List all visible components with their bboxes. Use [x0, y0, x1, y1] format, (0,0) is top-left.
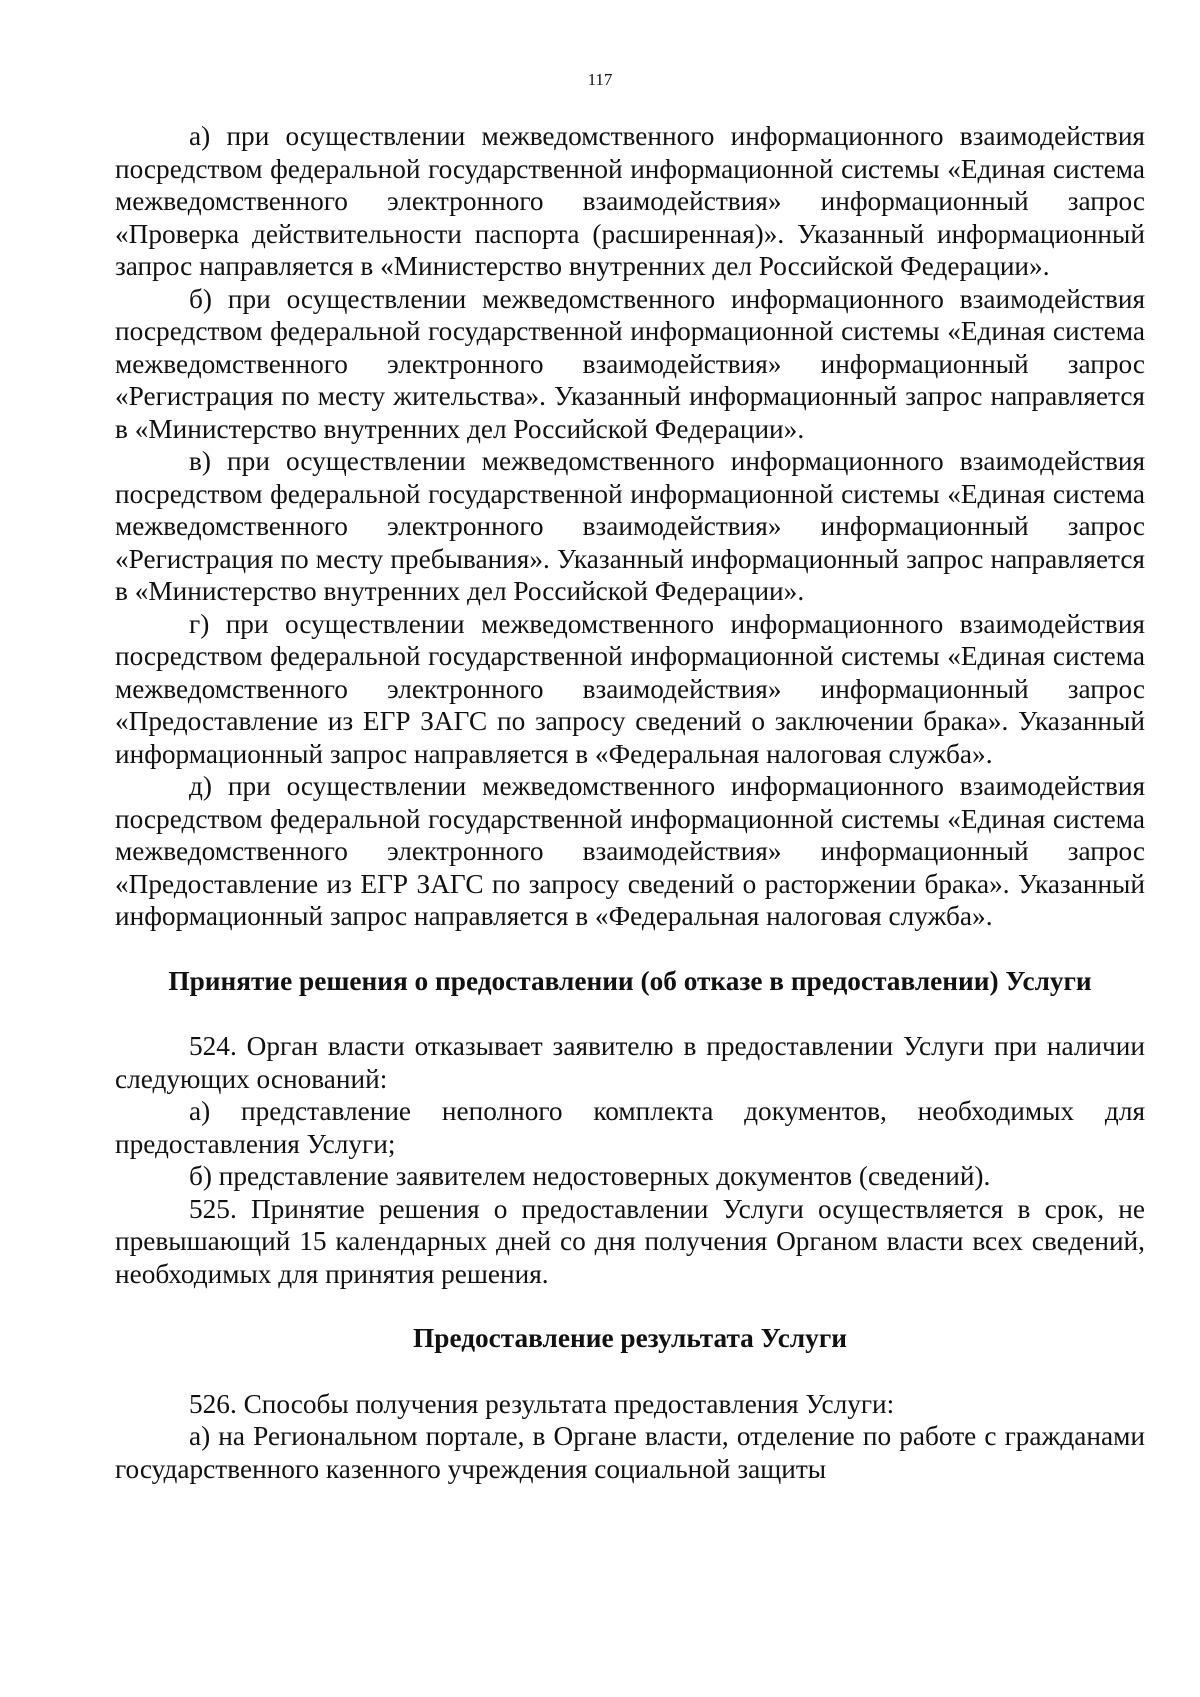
paragraph-b-residence-registration: б) при осуществлении межведомственного информационного взаимодействия посредством федеральной государственной информационной системы «Единая система межведомственного электронного взаимодействия» информационный запрос «Регистрация по месту жительства». Указанный информационный запрос направляется в «Министерство внутренних дел Российской Федерации».	[115, 283, 1145, 444]
paragraph-g-marriage-record: г) при осуществлении межведомственного информационного взаимодействия посредством федеральной государственной информационной системы «Единая система межведомственного электронного взаимодействия» информационный запрос «Предоставление из ЕГР ЗАГС по запросу сведений о заключении брака». Указанный информационный запрос направляется в «Федеральная налоговая служба».	[115, 608, 1145, 769]
page-number: 117	[587, 70, 613, 89]
paragraph-d-divorce-record: д) при осуществлении межведомственного информационного взаимодействия посредством федеральной государственной информационной системы «Единая система межведомственного электронного взаимодействия» информационный запрос «Предоставление из ЕГР ЗАГС по запросу сведений о расторжении брака». Указанный информационный запрос направляется в «Федеральная налоговая служба».	[115, 771, 1145, 931]
paragraph-524: 524. Орган власти отказывает заявителю в предоставлении Услуги при наличии следующих оснований:	[115, 1031, 1145, 1094]
section-heading-result: Предоставление результата Услуги	[413, 1323, 847, 1353]
paragraph-526: 526. Способы получения результата предоставления Услуги:	[189, 1388, 895, 1419]
paragraph-v-stay-registration: в) при осуществлении межведомственного информационного взаимодействия посредством федеральной государственной информационной системы «Единая система межведомственного электронного взаимодействия» информационный запрос «Регистрация по месту пребывания». Указанный информационный запрос направляется в «Министерство внутренних дел Российской Федерации».	[115, 446, 1145, 606]
paragraph-526-a: а) на Региональном портале, в Органе власти, отделение по работе с гражданами государственного казенного учреждения социальной защиты	[115, 1421, 1145, 1484]
paragraph-525: 525. Принятие решения о предоставлении Услуги осуществляется в срок, не превышающий 15 календарных дней со дня получения Органом власти всех сведений, необходимых для принятия решения.	[115, 1193, 1145, 1289]
paragraph-524-a: а) представление неполного комплекта документов, необходимых для предоставления Услуги;	[115, 1096, 1145, 1159]
paragraph-524-b: б) представление заявителем недостоверных документов (сведений).	[189, 1161, 991, 1191]
paragraph-a-passport-check: а) при осуществлении межведомственного информационного взаимодействия посредством федеральной государственной информационной системы «Единая система межведомственного электронного взаимодействия» информационный запрос «Проверка действительности паспорта (расширенная)». Указанный информационный запрос направляется в «Министерство внутренних дел Российской Федерации».	[115, 121, 1145, 281]
section-heading-decision: Принятие решения о предоставлении (об отказе в предоставлении) Услуги	[168, 965, 1092, 996]
document-body	[115, 120, 1145, 1485]
